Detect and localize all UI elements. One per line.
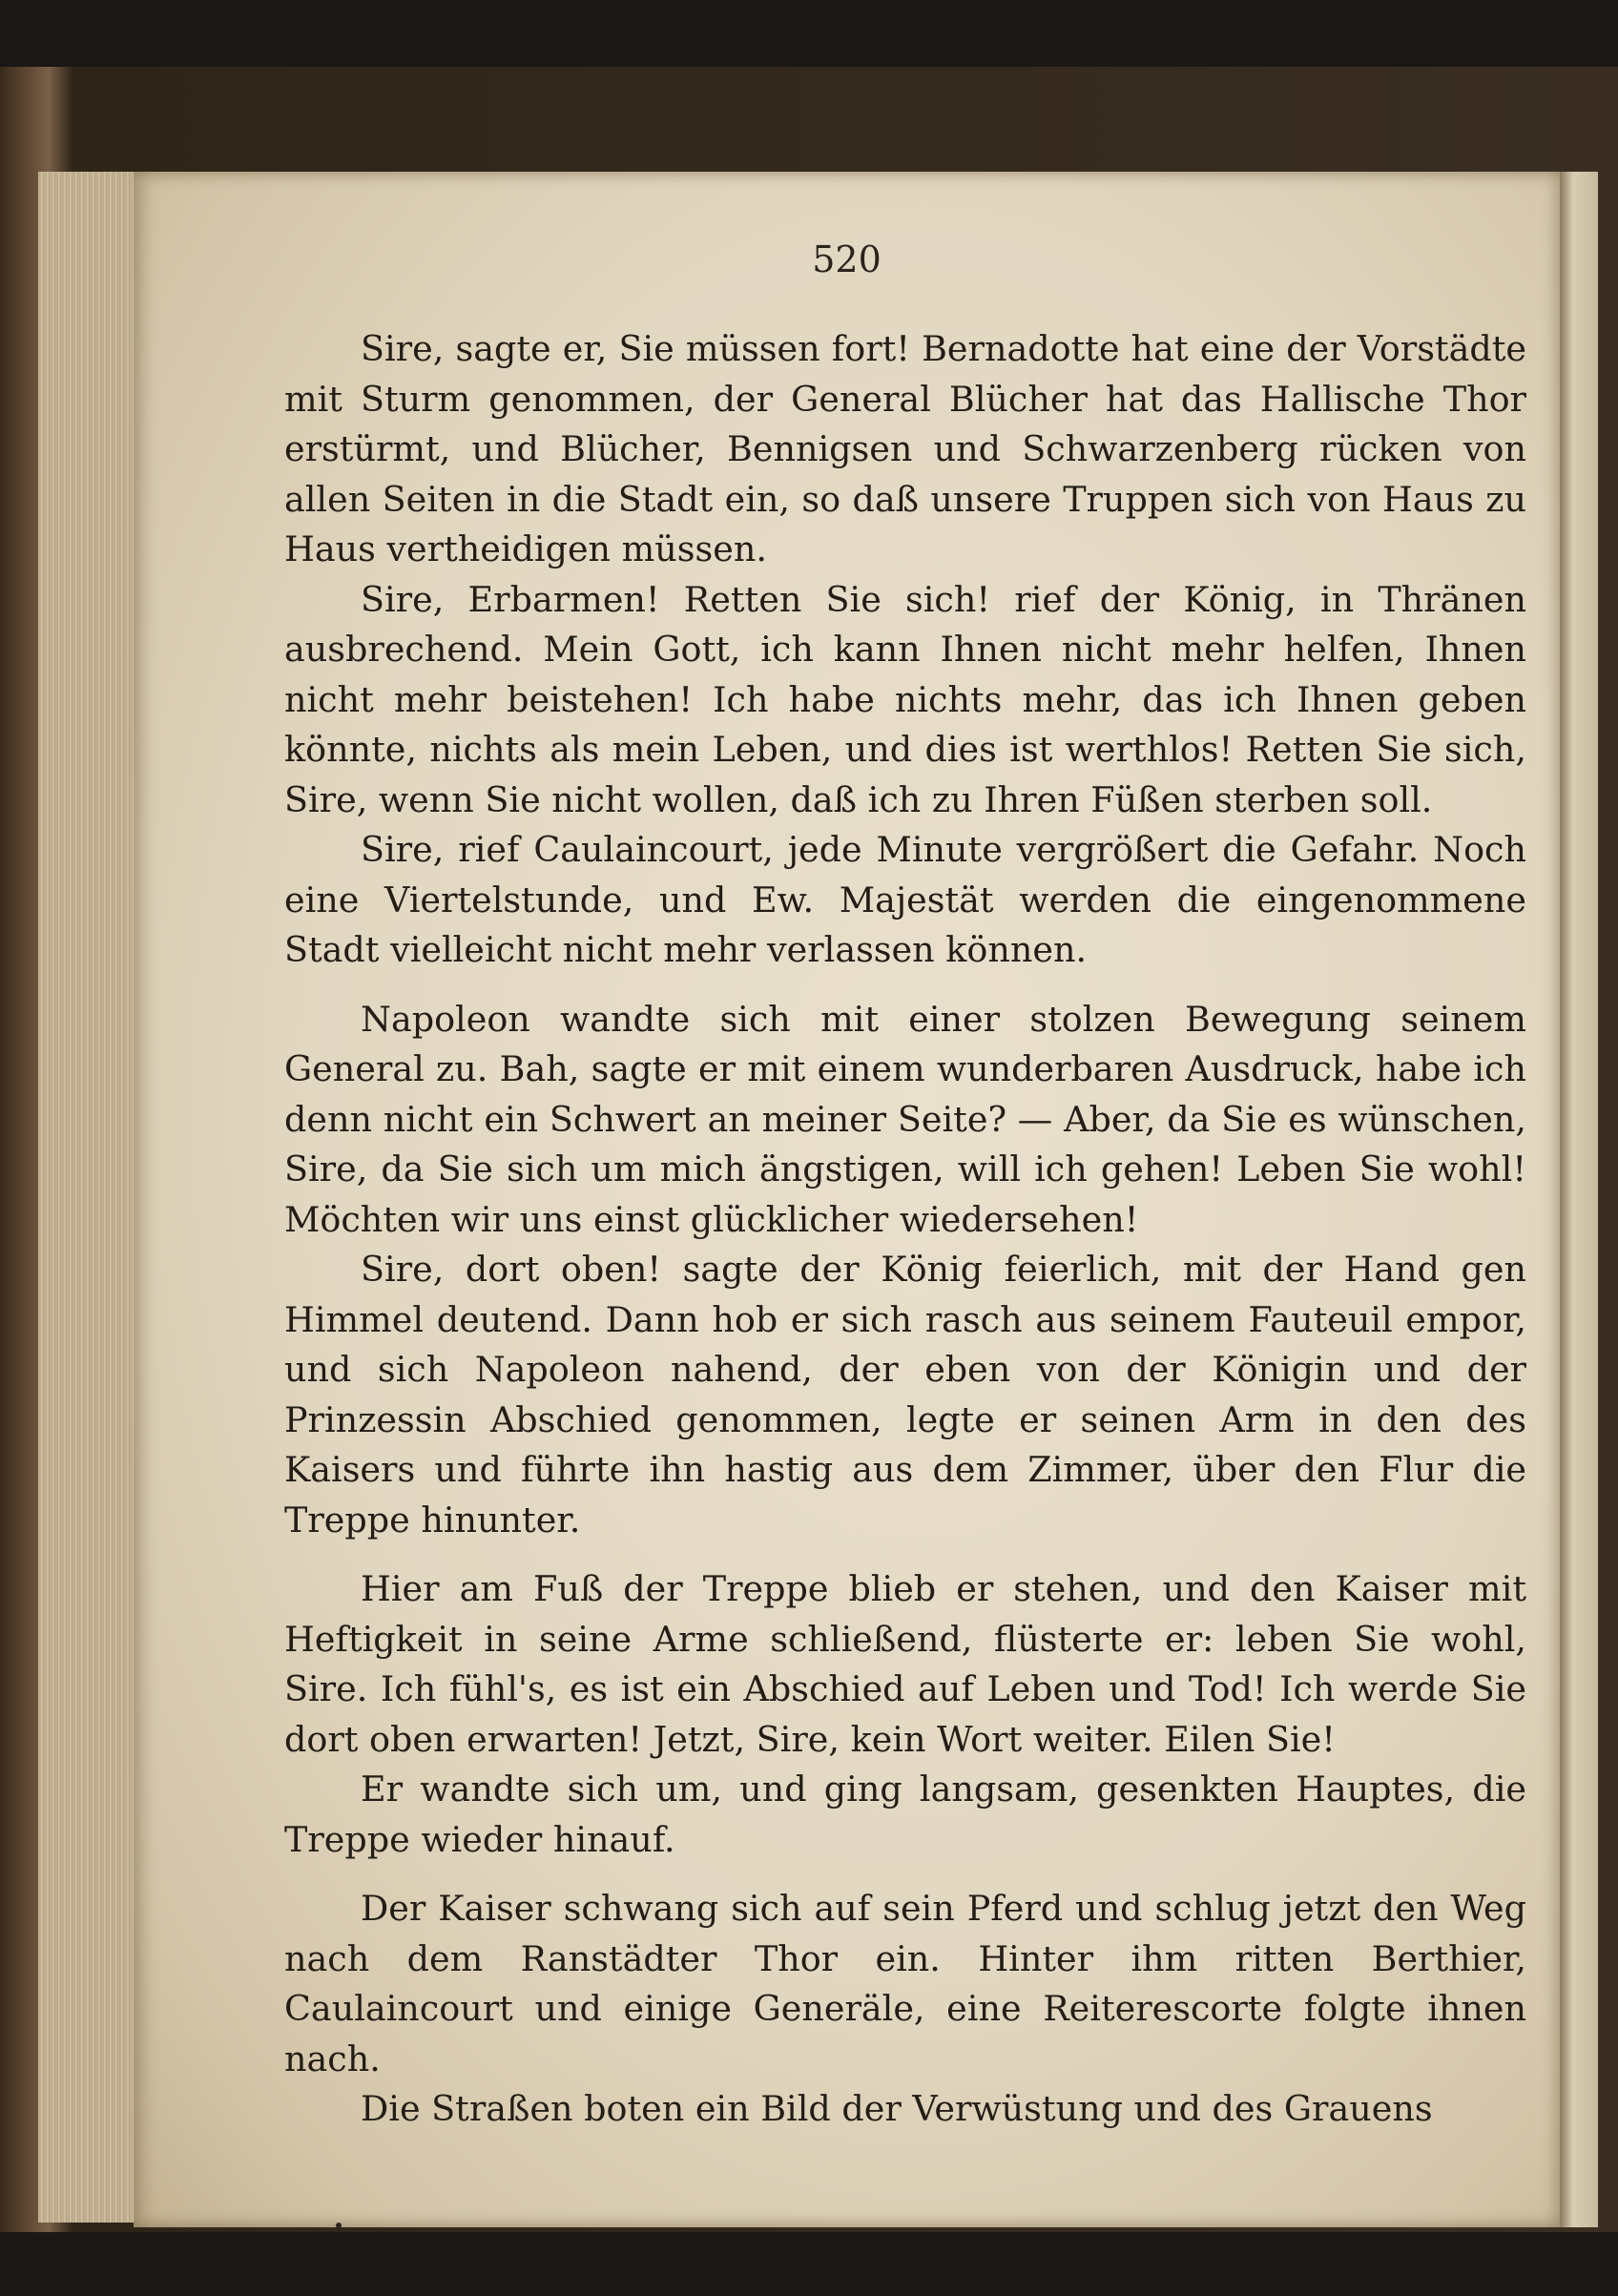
paragraph: Napoleon wandte sich mit einer stolzen Bewegung seinem General zu. Bah, sagte er mit einem wunderbaren Ausdruck, habe ich denn nicht ein Schwert an meiner Seite? — Aber, da Sie es wünschen, Sire, da Sie sich um mich ängstigen, will ich gehen! Leben Sie wohl! Möchten wir uns einst glücklicher wiedersehen! (284, 998, 1526, 1240)
page-edges (38, 172, 134, 2223)
paragraph: Sire, dort oben! sagte der König feierlich, mit der Hand gen Himmel deutend. Dann hob er sich rasch aus seinem Fauteuil empor, und sich Napoleon nahend, der eben von der Königin und der Prinzessin Abschied genommen, legte er seinen Arm in den des Kaisers und führte ihn hastig aus dem Zimmer, über den Flur die Treppe hinunter. (284, 1249, 1526, 1541)
facing-page-edge (1560, 172, 1598, 2227)
paragraph: Sire, Erbarmen! Retten Sie sich! rief der König, in Thränen ausbrechend. Mein Gott, ich kann Ihnen nicht mehr helfen, Ihnen nicht mehr beistehen! Ich habe nichts mehr, das ich Ihnen geben könnte, nichts als mein Leben, und dies ist werthlos! Retten Sie sich, Sire, wenn Sie nicht wollen, daß ich zu Ihren Füßen sterben soll. (284, 578, 1526, 820)
book-page (134, 172, 1560, 2227)
paragraph: Die Straßen boten ein Bild der Verwüstung und des Grauens (361, 2088, 1433, 2129)
paragraph: Er wandte sich um, und ging langsam, gesenkten Hauptes, die Treppe wieder hinauf. (284, 1769, 1526, 1860)
book-spread (0, 67, 1618, 2232)
page-number: 520 (812, 238, 882, 280)
paragraph: Hier am Fuß der Treppe blieb er stehen, und den Kaiser mit Heftigkeit in seine Arme schließend, flüsterte er: leben Sie wohl, Sire. Ich fühl's, es ist ein Abschied auf Leben und Tod! Ich werde Sie dort oben erwarten! Jetzt, Sire, kein Wort weiter. Eilen Sie! (284, 1568, 1526, 1760)
body-text (284, 324, 1526, 2135)
paragraph: Sire, sagte er, Sie müssen fort! Bernadotte hat eine der Vorstädte mit Sturm genommen, der General Blücher hat das Hallische Thor erstürmt, und Blücher, Bennigsen und Schwarzenberg rücken von allen Seiten in die Stadt ein, so daß unsere Truppen sich von Haus zu Haus vertheidigen müssen. (284, 328, 1526, 569)
ink-speck (336, 2223, 342, 2228)
paragraph: Der Kaiser schwang sich auf sein Pferd und schlug jetzt den Weg nach dem Ranstädter Thor ein. Hinter ihm ritten Berthier, Caulaincourt und einige Generäle, eine Reiterescorte folgte ihnen nach. (284, 1888, 1526, 2079)
paragraph: Sire, rief Caulaincourt, jede Minute vergrößert die Gefahr. Noch eine Viertelstunde, und Ew. Majestät werden die eingenommene Stadt vielleicht nicht mehr verlassen können. (284, 829, 1526, 970)
